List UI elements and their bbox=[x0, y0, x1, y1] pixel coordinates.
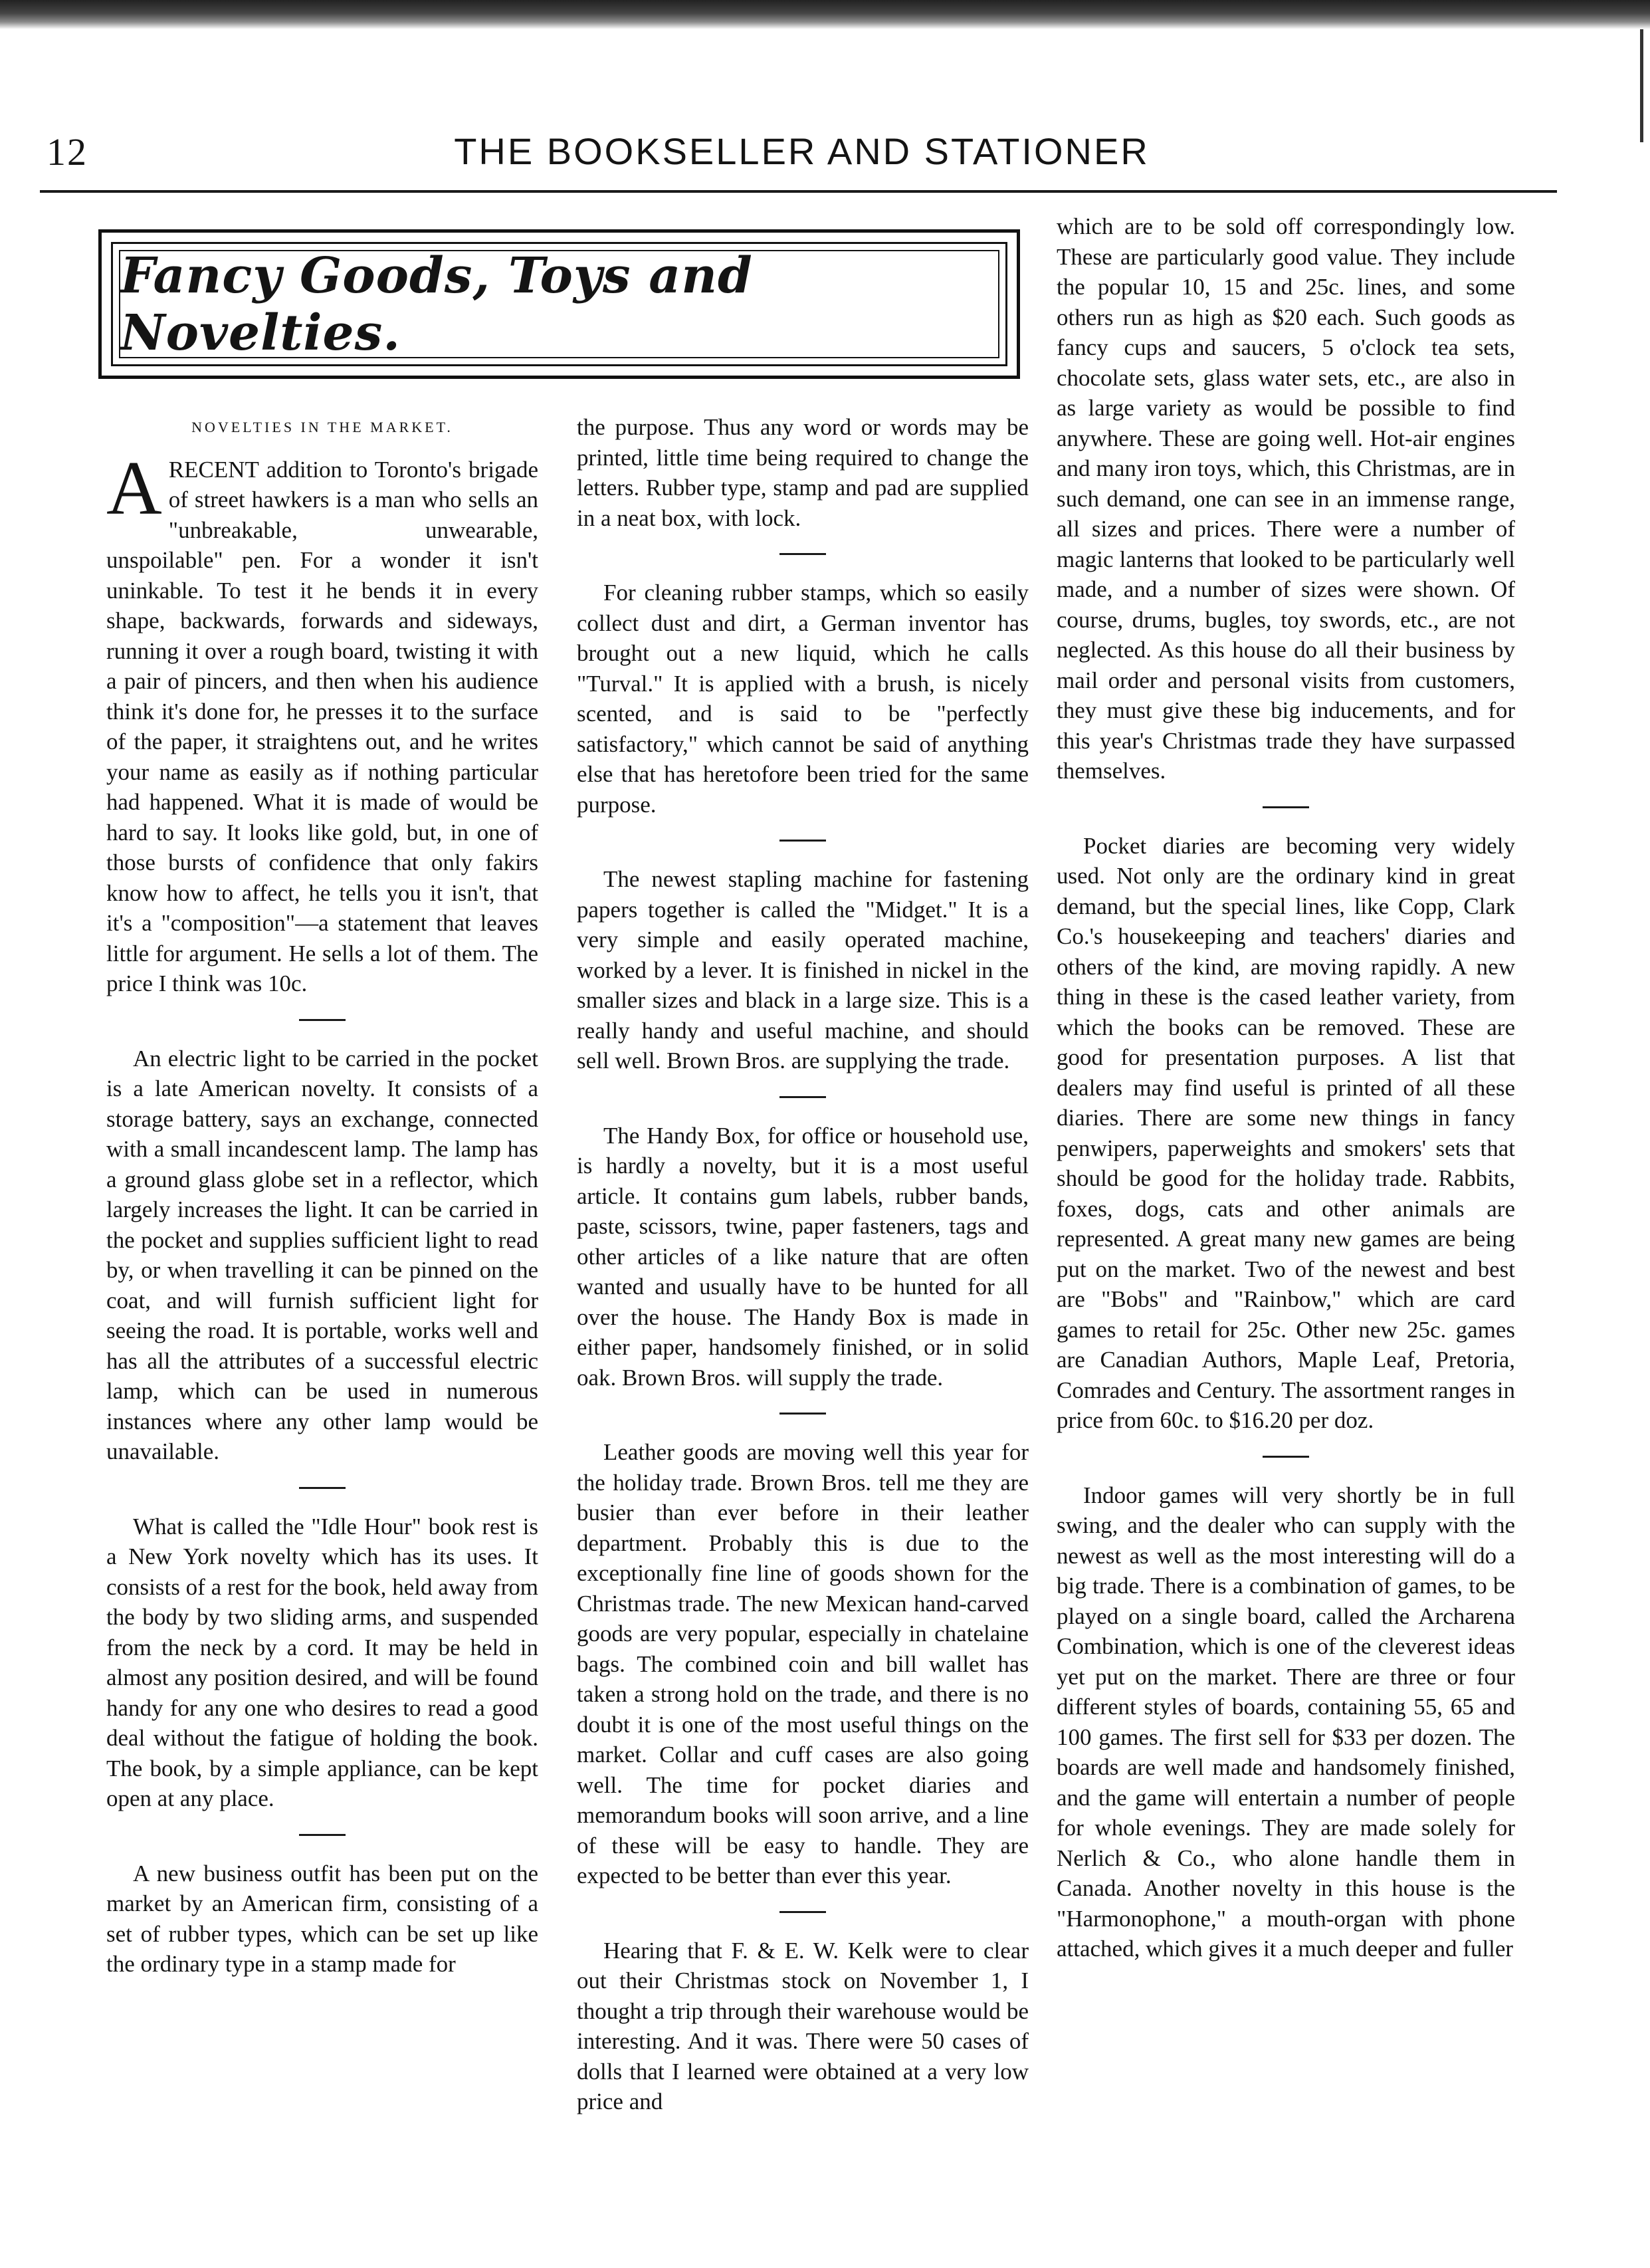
article-paragraph: The Handy Box, for office or household use, is hardly a novelty, but it is a most useful article. It contains gum labels, rubber bands, paste, scissors, twine, paper fasteners, tags and other articles of a like nature that are often wanted and usually have to be hunted for all over the house. The Handy Box is made in either paper, handsomely finished, or in solid oak. Brown Bros. will supply the trade. bbox=[577, 1122, 1029, 1391]
section-title-box bbox=[98, 229, 1020, 379]
scan-top-border bbox=[0, 0, 1650, 29]
separator-rule bbox=[1263, 806, 1309, 808]
column-subhead: NOVELTIES IN THE MARKET. bbox=[191, 419, 453, 435]
separator-rule bbox=[779, 1911, 826, 1913]
separator-rule bbox=[779, 840, 826, 842]
page-number: 12 bbox=[47, 130, 88, 173]
article-paragraph: Leather goods are moving well this year for the holiday trade. Brown Bros. tell me they are busier than ever before in their leather department. Probably this is due to the exceptionally fine line of goods shown for the Christmas trade. The new Mexican hand-carved goods are very popular, especially in chatelaine bags. The combined coin and bill wallet has taken a strong hold on the trade, and there is no doubt it is one of the most useful things on the market. Collar and cuff cases are also going well. The time for pocket diaries and memorandum books will soon arrive, and a line of these will be easy to handle. They are expected to be better than ever this year. bbox=[577, 1439, 1029, 1888]
separator-rule bbox=[299, 1487, 346, 1489]
separator-rule bbox=[1263, 1456, 1309, 1458]
header-rule bbox=[40, 190, 1557, 193]
separator-rule bbox=[299, 1019, 346, 1021]
article-paragraph: Hearing that F. & E. W. Kelk were to clear out their Christmas stock on November 1, I thought a trip through their warehouse would be interesting. And it was. There were 50 cases of dolls that I learned were obtained at a very low price and bbox=[577, 1937, 1029, 2114]
separator-rule bbox=[299, 1834, 346, 1836]
separator-rule bbox=[779, 1096, 826, 1098]
separator-rule bbox=[779, 1413, 826, 1415]
article-paragraph: What is called the "Idle Hour" book rest is a New York novelty which has its uses. It consists of a rest for the book, held away from the body by two sliding arms, and suspended from the neck by a cord. It may be held in almost any position desired, and will be found handy for any one who desires to read a good deal without the fatigue of holding the book. The book, by a simple appliance, can be kept open at any place. bbox=[106, 1513, 538, 1811]
article-paragraph: Indoor games will very shortly be in full swing, and the dealer who can supply with the newest as well as the most interesting will do a big trade. There is a combination of games, to be played on a single board, called the Archarena Combination, which is one of the cleverest ideas yet put on the market. There are three or four different styles of boards, containing 55, 65 and 100 games. The first sell for $33 per dozen. The boards are well made and handsomely finished, and the game will entertain a number of people for whole evenings. They are made solely for Nerlich & Co., who alone handle them in Canada. Another novelty in this house is the "Harmonophone," a mouth-organ with phone attached, which gives it a much deeper and fuller bbox=[1057, 1482, 1515, 1962]
article-paragraph: The newest stapling machine for fastening papers together is called the "Midget." It is a very simple and easily operated machine, worked by a lever. It is finished in nickel in the smaller sizes and black in a large size. This is a really handy and useful machine, and should sell well. Brown Bros. are supplying the trade. bbox=[577, 866, 1029, 1074]
column-1 bbox=[106, 412, 538, 1985]
running-header bbox=[47, 130, 1557, 189]
section-title: Fancy Goods, Toys and Novelties. bbox=[120, 247, 753, 362]
column-3 bbox=[1057, 211, 1515, 1970]
article-paragraph: which are to be sold off correspondingly low. These are particularly good value. They include the popular 10, 15 and 25c. lines, and some others run as high as $20 each. Such goods as fancy cups and saucers, 5 o'clock tea sets, chocolate sets, glass water sets, etc., are also in as large variety as would be possible to find anywhere. These are going well. Hot-air engines and many iron toys, which, this Christmas, are in such demand, one can see in an immense range, all sizes and prices. There were a number of magic lanterns that looked to be particularly well made, and a number of sizes were shown. Of course, drums, bugles, toy swords, etc., are not neglected. As this house do all their business by mail order and personal visits from customers, they must give these big inducements, and for this year's Christmas trade they have surpassed themselves. bbox=[1057, 213, 1515, 784]
column-2 bbox=[577, 412, 1029, 2122]
journal-title: THE BOOKSELLER AND STATIONER bbox=[454, 130, 1150, 172]
article-paragraph: A new business outfit has been put on the market by an American firm, consisting of a set of rubber types, which can be set up like the ordinary type in a stamp made for bbox=[106, 1860, 538, 1977]
scan-edge-mark bbox=[1640, 29, 1643, 142]
drop-cap: A bbox=[106, 445, 162, 531]
article-paragraph: For cleaning rubber stamps, which so easily collect dust and dirt, a German inventor has brought out a new liquid, which he calls "Turval." It is applied with a brush, is nicely scented, and is said to be "perfectly satisfactory," which cannot be said of anything else that has heretofore been tried for the same purpose. bbox=[577, 580, 1029, 818]
separator-rule bbox=[779, 553, 826, 555]
article-paragraph: ARECENT addition to Toronto's brigade of street hawkers is a man who sells an "unbreakable, unwearable, unspoilable" pen. For a wonder it isn't uninkable. To test it he bends it in every shape, backwards, forwards and sideways, running it over a rough board, twisting it with a pair of pincers, and then when his audience think it's done for, he presses it to the surface of the paper, it straightens out, and he writes your name as easily as if nothing particular had happened. What it is made of would be hard to say. It looks like gold, but, in one of those bursts of confidence that only fakirs know how to affect, he tells you it isn't, that it's a "composition"—a statement that leaves little for argument. He sells a lot of them. The price I think was 10c. bbox=[106, 445, 538, 996]
article-paragraph: the purpose. Thus any word or words may be printed, little time being required to change the letters. Rubber type, stamp and pad are supplied in a neat box, with lock. bbox=[577, 414, 1029, 531]
article-paragraph: An electric light to be carried in the pocket is a late American novelty. It consists of a storage battery, says an exchange, connected with a small incandescent lamp. The lamp has a ground glass globe set in a reflector, which largely increases the light. It can be carried in the pocket and supplies sufficient light to read by, or when travelling it can be pinned on the coat, and will furnish sufficient light for seeing the road. It is portable, works well and has all the attributes of a successful electric lamp, which can be used in numerous instances where any other lamp would be unavailable. bbox=[106, 1045, 538, 1464]
article-paragraph: Pocket diaries are becoming very widely used. Not only are the ordinary kind in great demand, but the special lines, like Copp, Clark Co.'s housekeeping and teachers' diaries and others of the kind, are moving rapidly. A new thing in these is the cased leather variety, from which the books can be removed. These are good for presentation purposes. A list that dealers may find useful is printed of all these diaries. There are some new things in fancy penwipers, paperweights and smokers' sets that should be good for the holiday trade. Rabbits, foxes, dogs, cats and other animals are represented. A great many new games are being put on the market. Two of the newest and best are "Bobs" and "Rainbow," which are card games to retail for 25c. Other new 25c. games are Canadian Authors, Maple Leaf, Pretoria, Comrades and Century. The assortment ranges in price from 60c. to $16.20 per doz. bbox=[1057, 832, 1515, 1433]
